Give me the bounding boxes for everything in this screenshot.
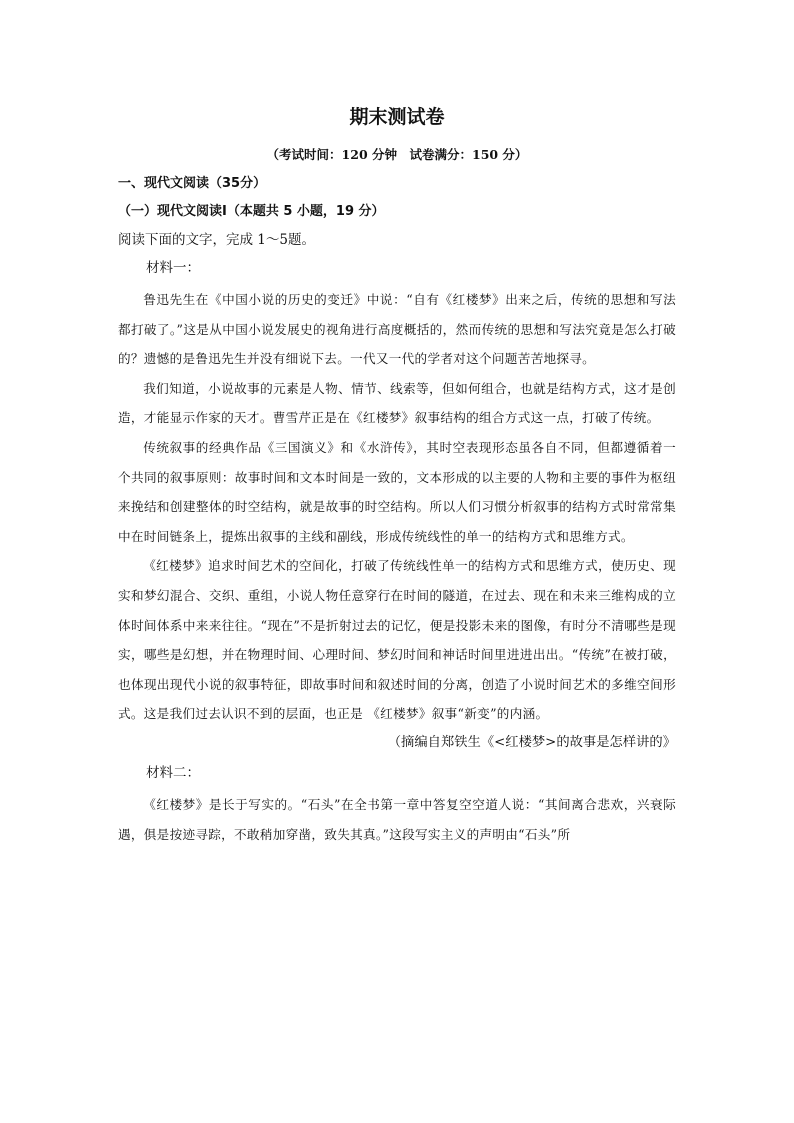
exam-info: （考试时间：120 分钟 试卷满分：150 分） [266, 147, 528, 162]
material-1-label: 材料一： [146, 260, 200, 276]
instruction: 阅读下面的文字，完成 1～5题。 [118, 232, 315, 248]
material-1-paragraph: 鲁迅先生在《中国小说的历史的变迁》中说：“自有《红楼梦》出来之后，传统的思想和写法都打破了。”这是从中国小说发展史的视角进行高度概括的，然而传统的思想和写法究竟是怎么打破的？遗憾的是鲁迅先生并没有细说下去。一代又一代的学者对这个问题苦苦地探寻。 [118, 292, 676, 367]
subsection-heading: （一）现代文阅读Ⅰ（本题共 5 小题，19 分） [118, 204, 385, 219]
section-heading: 一、现代文阅读（35分） [118, 176, 267, 191]
material-1-paragraph: 我们知道，小说故事的元素是人物、情节、线索等，但如何组合，也就是结构方式，这才是创造，才能显示作家的天才。曹雪芹正是在《红楼梦》叙事结构的组合方式这一点，打破了传统。 [118, 380, 676, 426]
material-1-paragraph: 《红楼梦》追求时间艺术的空间化，打破了传统线性单一的结构方式和思维方式，使历史、现实和梦幻混合、交织、重组，小说人物任意穿行在时间的隧道，在过去、现在和未来三维构成的立体时间体系中来来往往。“现在”不是折射过去的记忆，便是投影未来的图像，有时分不清哪些是现实，哪些是幻想，并在物理时间、心理时间、梦幻时间和神话时间里进进出出。“传统”在被打破，也体现出现代小说的叙事特征，即故事时间和叙述时间的分离，创造了小说时间艺术的多维空间形式。这是我们过去认识不到的层面，也正是 《红楼梦》叙事“新变”的内涵。 [118, 558, 676, 722]
material-1-source: （摘编自郑铁生《<红楼梦>的故事是怎样讲的》 [387, 734, 676, 750]
page-title: 期末测试卷 [349, 106, 445, 128]
material-2-label: 材料二： [146, 764, 200, 781]
material-2-paragraph: 《红楼梦》是长于写实的。“石头”在全书第一章中答复空空道人说：“其间离合悲欢，兴衰际遇，俱是按迹寻踪，不敢稍加穿凿，致失其真。”这段写实主义的声明由“石头”所 [118, 796, 676, 842]
content-flow [118, 174, 676, 849]
material-1-paragraph: 传统叙事的经典作品《三国演义》和《水浒传》，其时空表现形态虽各自不同，但都遵循着一个共同的叙事原则：故事时间和文本时间是一致的，文本形成的以主要的人物和主要的事件为枢纽来挽结和创建整体的时空结构，就是故事的时空结构。所以人们习惯分析叙事的结构方式时常常集中在时间链条上，提炼出叙事的主线和副线，形成传统线性的单一的结构方式和思维方式。 [118, 439, 676, 544]
